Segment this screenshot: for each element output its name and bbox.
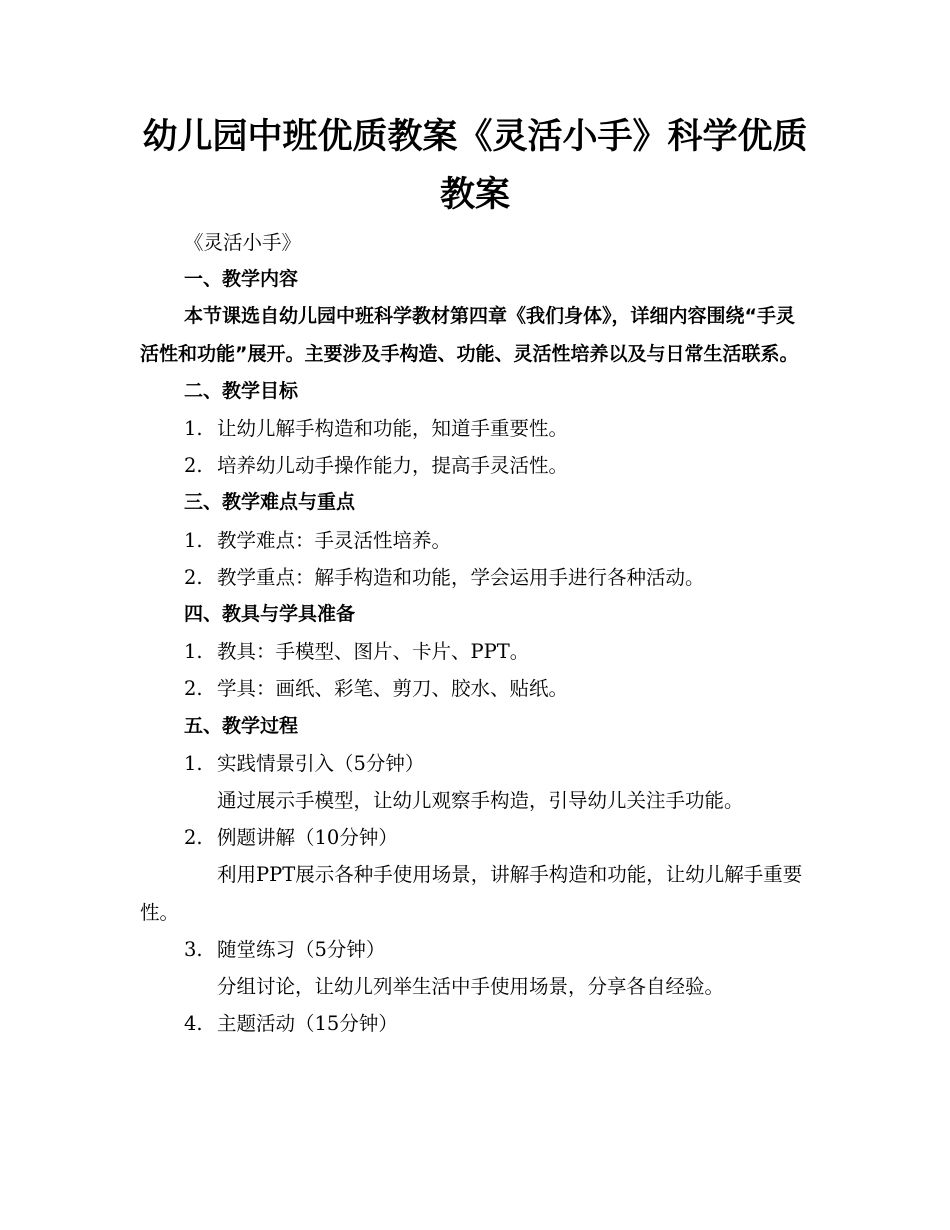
list-item bbox=[140, 447, 810, 484]
process-step bbox=[140, 745, 810, 782]
section-heading-process: 五、教学过程 bbox=[184, 714, 299, 737]
step-title: 随堂练习（5分钟） bbox=[217, 937, 386, 961]
list-item bbox=[140, 633, 810, 670]
step-number: 1. bbox=[184, 751, 203, 775]
step-detail: 分组讨论，让幼儿列举生活中手使用场景，分享各自经验。 bbox=[217, 975, 725, 999]
process-step bbox=[140, 819, 810, 856]
item-number: 1. bbox=[184, 640, 203, 664]
process-step bbox=[140, 1005, 810, 1042]
item-text: 教学难点：手灵活性培养。 bbox=[217, 528, 452, 552]
step-detail: 通过展示手模型，让幼儿观察手构造，引导幼儿关注手功能。 bbox=[217, 789, 744, 813]
section-heading-goals: 二、教学目标 bbox=[184, 379, 299, 402]
list-item bbox=[140, 670, 810, 707]
item-number: 1. bbox=[184, 528, 203, 552]
section-heading-difficulties: 三、教学难点与重点 bbox=[184, 491, 356, 514]
item-text: 让幼儿解手构造和功能，知道手重要性。 bbox=[217, 417, 569, 441]
step-detail: 利用PPT展示各种手使用场景，讲解手构造和功能，让幼儿解手重要性。 bbox=[140, 863, 803, 924]
item-number: 1. bbox=[184, 417, 203, 441]
step-number: 4. bbox=[184, 1012, 203, 1036]
item-text: 教学重点：解手构造和功能，学会运用手进行各种活动。 bbox=[217, 565, 705, 589]
content-paragraph: 本节课选自幼儿园中班科学教材第四章《我们身体》，详细内容围绕“手灵活性和功能”展开。主要涉及手构造、功能、灵活性培养以及与日常生活联系。 bbox=[140, 305, 799, 365]
section-heading-materials: 四、教具与学具准备 bbox=[184, 603, 356, 626]
step-title: 例题讲解（10分钟） bbox=[217, 826, 398, 850]
step-title: 主题活动（15分钟） bbox=[217, 1012, 398, 1036]
item-number: 2. bbox=[184, 454, 203, 478]
item-number: 2. bbox=[184, 565, 203, 589]
section-heading-content: 一、教学内容 bbox=[184, 268, 299, 291]
list-item bbox=[140, 559, 810, 596]
item-text: 学具：画纸、彩笔、剪刀、胶水、贴纸。 bbox=[217, 677, 569, 701]
lesson-subtitle: 《灵活小手》 bbox=[184, 231, 302, 254]
list-item bbox=[140, 522, 810, 559]
document-body bbox=[140, 224, 810, 1042]
step-number: 3. bbox=[184, 937, 203, 961]
process-step bbox=[140, 931, 810, 968]
item-text: 培养幼儿动手操作能力，提高手灵活性。 bbox=[217, 454, 569, 478]
list-item bbox=[140, 410, 810, 447]
item-number: 2. bbox=[184, 677, 203, 701]
step-number: 2. bbox=[184, 826, 203, 850]
item-text: 教具：手模型、图片、卡片、PPT。 bbox=[217, 640, 530, 664]
document-title: 幼儿园中班优质教案《灵活小手》科学优质教案 bbox=[142, 117, 808, 215]
step-title: 实践情景引入（5分钟） bbox=[217, 751, 425, 775]
